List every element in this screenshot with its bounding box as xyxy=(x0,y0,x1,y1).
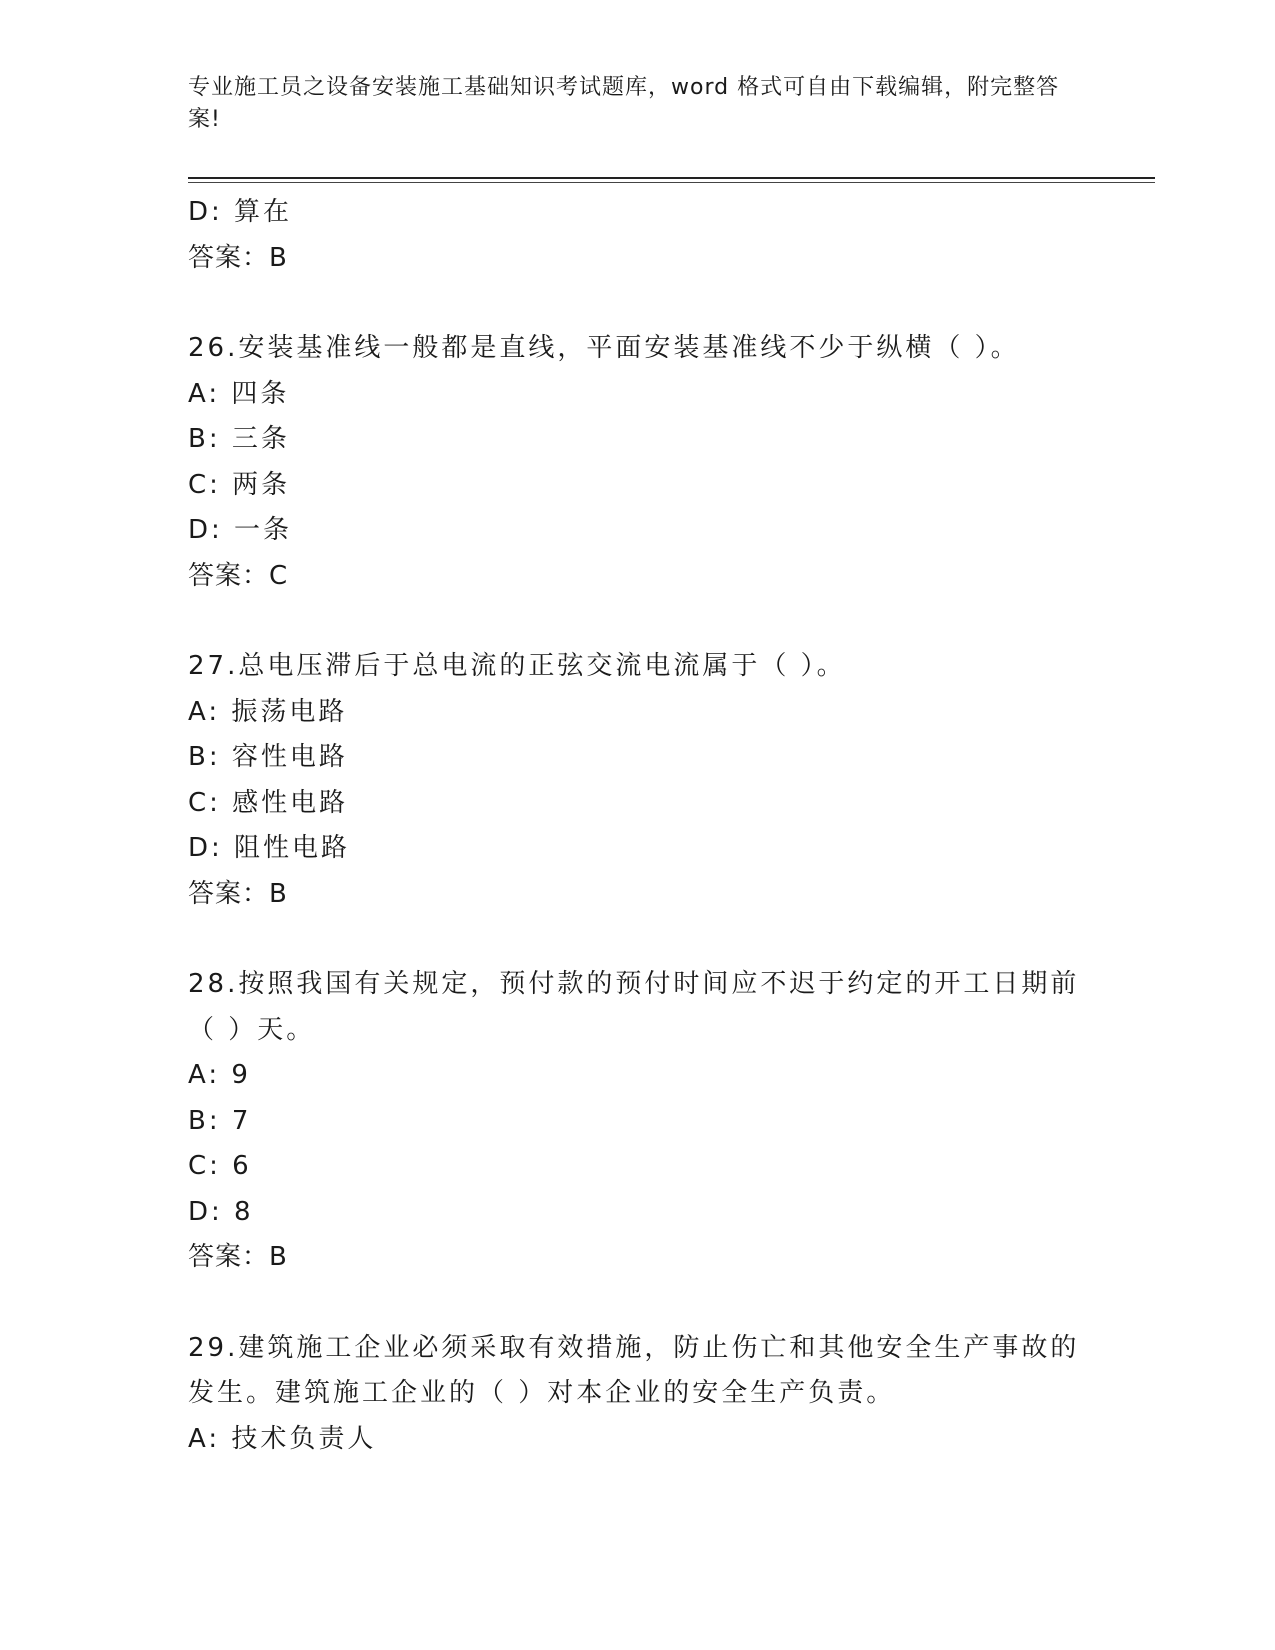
spacer xyxy=(188,1281,1088,1326)
option-b: B: 容性电路 xyxy=(188,742,348,772)
option-b: B: 三条 xyxy=(188,424,290,454)
option-a: A: 振荡电路 xyxy=(188,696,348,727)
option-d: D: 一条 xyxy=(188,515,293,545)
question-stem-line-2: 发生。建筑施工企业的（ ）对本企业的安全生产负责。 xyxy=(188,1378,896,1408)
option-d: D: 8 xyxy=(188,1196,254,1227)
option-c: C: 6 xyxy=(188,1151,252,1181)
answer: 答案：C xyxy=(188,560,289,591)
spacer xyxy=(188,281,1088,326)
option-a: A: 四条 xyxy=(188,378,290,409)
question-stem-line-2: （ ）天。 xyxy=(188,1014,316,1045)
question-stem: 26.安装基准线一般都是直线，平面安装基准线不少于纵横（ ）。 xyxy=(188,333,1020,363)
document-header: 专业施工员之设备安装施工基础知识考试题库，word 格式可自由下载编辑，附完整答案! xyxy=(188,75,1060,132)
option-c: C: 感性电路 xyxy=(188,787,349,818)
question-list xyxy=(188,190,1088,1462)
spacer xyxy=(188,917,1088,962)
header-divider-thin xyxy=(188,182,1155,183)
answer: 答案：B xyxy=(188,1242,288,1272)
question-stem: 27.总电压滞后于总电流的正弦交流电流属于（ ）。 xyxy=(188,651,846,681)
question-stem-line-1: 29.建筑施工企业必须采取有效措施，防止伤亡和其他安全生产事故的 xyxy=(188,1332,1080,1363)
answer: 答案：B xyxy=(188,242,288,273)
option-a: A: 技术负责人 xyxy=(188,1423,377,1454)
spacer xyxy=(188,599,1088,644)
option-d: D: 阻性电路 xyxy=(188,833,351,863)
option-d: D: 算在 xyxy=(188,197,293,227)
header-divider xyxy=(188,177,1155,179)
option-a: A: 9 xyxy=(188,1060,251,1090)
option-c: C: 两条 xyxy=(188,469,291,500)
option-b: B: 7 xyxy=(188,1105,252,1136)
answer: 答案：B xyxy=(188,878,288,909)
question-stem-line-1: 28.按照我国有关规定，预付款的预付时间应不迟于约定的开工日期前 xyxy=(188,969,1080,999)
